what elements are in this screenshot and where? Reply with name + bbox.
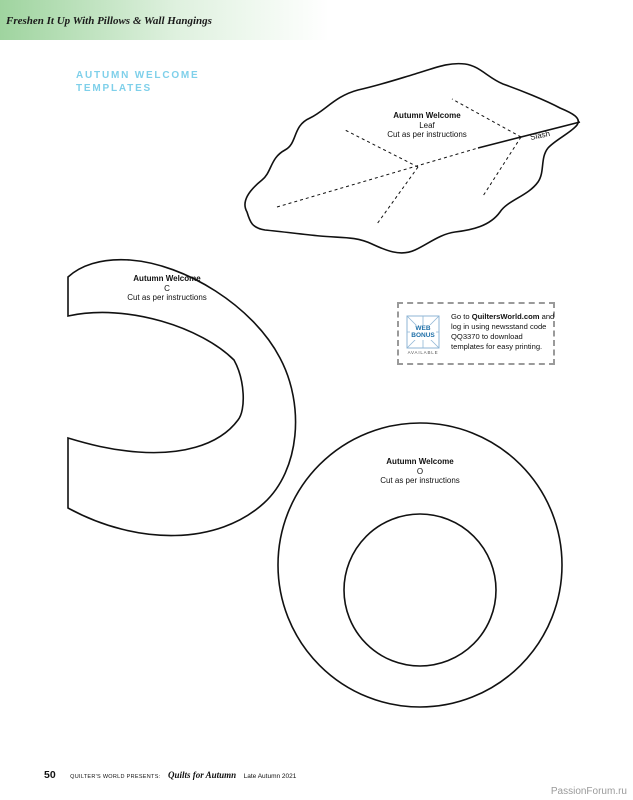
page-number: 50 — [44, 769, 56, 781]
leaf-midrib-line — [277, 148, 478, 207]
watermark: PassionForum.ru — [550, 786, 627, 797]
leaf-template-name: Autumn Welcome — [393, 111, 461, 120]
leaf-template-instruction: Cut as per instructions — [387, 130, 467, 139]
running-header: Freshen It Up With Pillows & Wall Hangings — [6, 15, 212, 27]
o-template-name: Autumn Welcome — [386, 457, 454, 466]
web-bonus-text — [451, 312, 555, 352]
leaf-slash-label: Slash — [529, 129, 551, 142]
web-bonus-badge-title — [405, 325, 441, 339]
bonus-text-prefix: Go to — [451, 312, 472, 321]
leaf-template-outline — [245, 64, 578, 253]
o-template-piece: O — [416, 466, 424, 476]
c-template-piece: C — [164, 283, 170, 293]
web-bonus-box — [397, 302, 555, 365]
footer-publisher: QUILTER'S WORLD PRESENTS: — [70, 774, 161, 780]
section-title-line2: TEMPLATES — [76, 83, 153, 94]
page-footer — [44, 765, 296, 783]
c-template-instruction: Cut as per instructions — [127, 293, 207, 302]
section-title-line1: AUTUMN WELCOME — [76, 70, 200, 81]
quilters-world-link[interactable]: QuiltersWorld.com — [471, 312, 540, 321]
o-template-label — [355, 457, 485, 486]
badge-line-web: WEB — [415, 325, 431, 332]
footer-issue: Late Autumn 2021 — [243, 773, 297, 780]
o-template-inner-circle — [344, 514, 496, 666]
o-template-instruction: Cut as per instructions — [380, 476, 460, 485]
leaf-template-label — [362, 111, 492, 140]
bonus-text-rest: and log in using newsstand code QQ3370 to download templates for easy printing. — [451, 312, 555, 351]
leaf-template-piece: Leaf — [419, 120, 435, 130]
c-template-name: Autumn Welcome — [133, 274, 201, 283]
web-bonus-badge — [405, 314, 441, 358]
badge-line-bonus: BONUS — [411, 332, 435, 339]
c-template-label — [102, 274, 232, 303]
badge-footer: AVAILABLE — [407, 350, 439, 355]
footer-magazine: Quilts for Autumn — [167, 770, 237, 780]
